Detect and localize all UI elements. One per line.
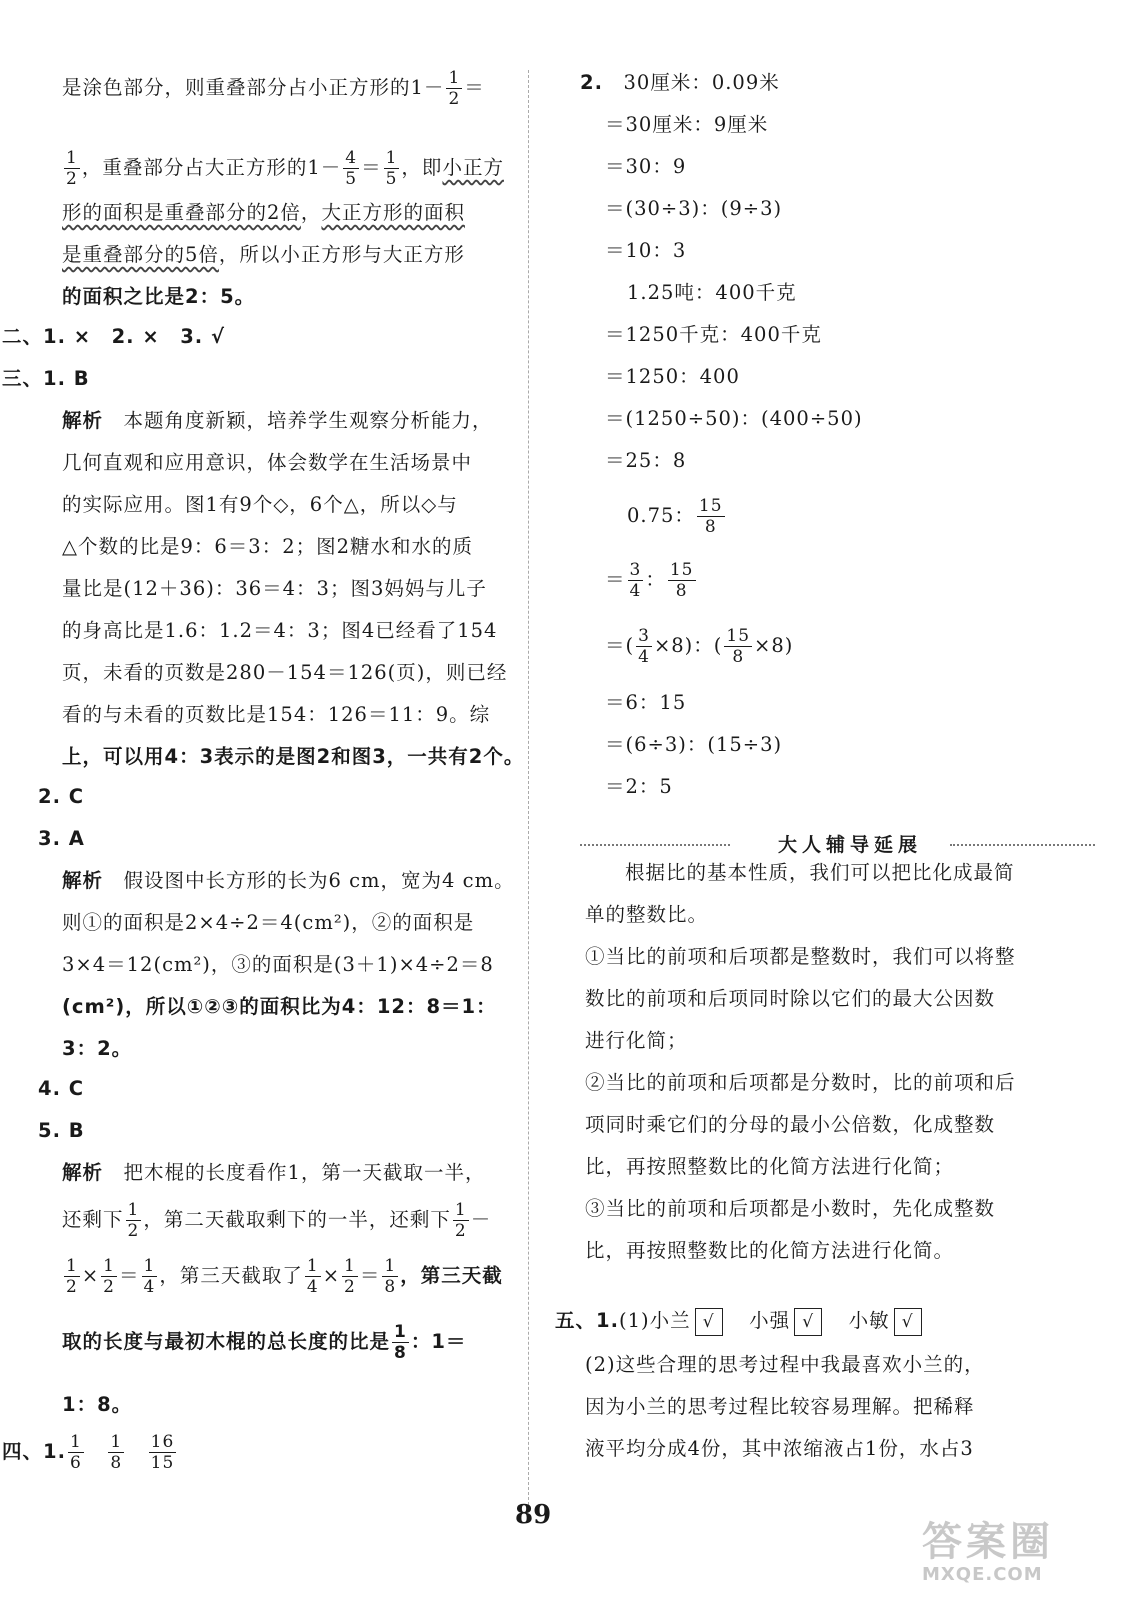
math-line: 1.25吨：400千克 [627, 281, 797, 304]
fraction: $\frac{1}{2}$ [66, 148, 78, 189]
text-line: 进行化简； [585, 1029, 688, 1052]
math-line: ＝6：15 [605, 691, 687, 714]
math-line: ＝2：5 [605, 775, 673, 798]
fraction: $\frac{4}{5}$ [345, 148, 358, 189]
math-line: 0.75： $\frac{15}{8}$ [627, 496, 723, 537]
dotted-rule [950, 844, 1095, 846]
text-line: 1：8。 [62, 1393, 133, 1416]
text-line: 比，再按照整数比的化简方法进行化简； [585, 1155, 955, 1178]
text-line: △个数的比是9：6＝3：2；图2糖水和水的质 [62, 535, 474, 558]
fraction: $\frac{1}{2}$ [344, 1256, 356, 1297]
text-line: 根据比的基本性质，我们可以把比化成最简 [625, 861, 1015, 884]
answer-line: 3. A [38, 827, 85, 850]
fraction: $\frac{1}{2}$ [454, 1200, 467, 1241]
fraction: $\frac{3}{4}$ [638, 626, 650, 667]
text-line: 则①的面积是2×4÷2＝4(cm²)，②的面积是 [62, 911, 475, 934]
math-line: ＝(30÷3)：(9÷3) [605, 197, 783, 220]
math-line: ＝(6÷3)：(15÷3) [605, 733, 783, 756]
text-line: 解析 假设图中长方形的长为6 cm，宽为4 cm。 [62, 869, 515, 892]
fraction: $\frac{16}{15}$ [150, 1432, 175, 1473]
text-line: 因为小兰的思考过程比较容易理解。把稀释 [585, 1395, 975, 1418]
fraction: $\frac{1}{6}$ [69, 1432, 82, 1473]
fraction: $\frac{1}{2}$ [127, 1200, 140, 1241]
answer-line: 五、1.(1)小兰 √ 小强 √ 小敏 √ [555, 1306, 928, 1336]
analysis-label: 解析 [62, 869, 104, 892]
math-line: ＝30厘米：9厘米 [605, 113, 769, 136]
math-line: ＝30：9 [605, 155, 687, 178]
math-line: ＝1250：400 [605, 365, 740, 388]
text-line: 看的与未看的页数比是154：126＝11：9。综 [62, 703, 491, 726]
fraction: $\frac{1}{2}$ [103, 1256, 115, 1297]
dotted-rule [580, 844, 730, 846]
text-line: 解析 本题角度新颖，培养学生观察分析能力， [62, 409, 493, 432]
answer-line: 5. B [38, 1119, 85, 1142]
fraction: $\frac{1}{8}$ [110, 1432, 123, 1473]
answer-line: 四、1. $\frac{1}{6}$ $\frac{1}{8}$ $\frac{16}{15}$ [2, 1432, 175, 1473]
answer-line: 三、1. B [2, 367, 90, 390]
text-line: 解析 把木棍的长度看作1，第一天截取一半， [62, 1161, 486, 1184]
text-line: 液平均分成4份，其中浓缩液占1份，水占3 [585, 1437, 974, 1460]
text-line: 项同时乘它们的分母的最小公倍数，化成整数 [585, 1113, 996, 1136]
fraction: $\frac{15}{8}$ [698, 496, 723, 537]
text-line: 是涂色部分，则重叠部分占小正方形的1－ $\frac{1}{2}$ ＝ [62, 68, 485, 109]
page-number: 89 [515, 1500, 552, 1530]
text-line: (cm²)，所以①②③的面积比为4：12：8＝1： [62, 995, 497, 1018]
math-line: ＝ $\frac{3}{4}$ ： $\frac{15}{8}$ [605, 560, 694, 601]
checkbox-checked: √ [695, 1308, 723, 1336]
text-line: 2. 30厘米：0.09米 [580, 71, 780, 94]
math-line: ＝(1250÷50)：(400÷50) [605, 407, 863, 430]
text-line: $\frac{1}{2}$ × $\frac{1}{2}$ ＝ $\frac{1}{4}$ ，第三天截取了 $\frac{1}{4}$ × $\frac{1}{2}$ ＝ $\frac{1}{8}$ ，第三天截 [66, 1256, 503, 1297]
analysis-label: 解析 [62, 1161, 104, 1184]
text-line: 页，未看的页数是280－154＝126(页)，则已经 [62, 661, 508, 684]
math-line: ＝( $\frac{3}{4}$ ×8)：( $\frac{15}{8}$ ×8) [605, 626, 794, 667]
text-line: 3×4＝12(cm²)，③的面积是(3＋1)×4÷2＝8 [62, 953, 494, 976]
fraction: $\frac{1}{4}$ [143, 1256, 156, 1297]
fraction: $\frac{15}{8}$ [726, 626, 751, 667]
checkbox-checked: √ [794, 1308, 822, 1336]
math-line: ＝10：3 [605, 239, 687, 262]
fraction: $\frac{1}{5}$ [385, 148, 398, 189]
analysis-label: 解析 [62, 409, 104, 432]
text-line: 的实际应用。图1有9个◇，6个△，所以◇与 [62, 493, 458, 516]
text-line: 单的整数比。 [585, 903, 709, 926]
text-line: ②当比的前项和后项都是分数时，比的前项和后 [585, 1071, 1016, 1094]
text-line: ①当比的前项和后项都是整数时，我们可以将整 [585, 945, 1016, 968]
math-line: ＝25：8 [605, 449, 687, 472]
fraction: $\frac{1}{2}$ [66, 1256, 78, 1297]
fraction: $\frac{1}{8}$ [384, 1256, 397, 1297]
answer-line: 二、1. × 2. × 3. √ [2, 325, 225, 348]
text-line: 形的面积是重叠部分的2倍，大正方形的面积 [62, 201, 465, 224]
section-header [580, 830, 1090, 860]
text-line: 几何直观和应用意识，体会数学在生活场景中 [62, 451, 473, 474]
text-line: 上，可以用4：3表示的是图2和图3，一共有2个。 [62, 745, 525, 768]
text-line: 量比是(12＋36)：36＝4：3；图3妈妈与儿子 [62, 577, 487, 600]
fraction: $\frac{1}{4}$ [306, 1256, 319, 1297]
text-line: (2)这些合理的思考过程中我最喜欢小兰的， [585, 1353, 985, 1376]
fraction: $\frac{1}{8}$ [394, 1322, 407, 1363]
text-line: ③当比的前项和后项都是小数时，先化成整数 [585, 1197, 996, 1220]
text-line: 的身高比是1.6：1.2＝4：3；图4已经看了154 [62, 619, 498, 642]
watermark-logo: 答案圈 MXQE.COM [922, 1519, 1054, 1585]
text-line: 的面积之比是2：5。 [62, 285, 256, 308]
column-divider [528, 70, 529, 1510]
answer-line: 4. C [38, 1077, 85, 1100]
answer-line: 2. C [38, 785, 85, 808]
checkbox-checked: √ [894, 1308, 922, 1336]
text-line: 取的长度与最初木棍的总长度的比是 $\frac{1}{8}$ ：1＝ [62, 1322, 467, 1363]
fraction: $\frac{3}{4}$ [629, 560, 642, 601]
text-line: 还剩下 $\frac{1}{2}$ ，第二天截取剩下的一半，还剩下 $\frac{1}{2}$ － [62, 1200, 492, 1241]
text-line: 比，再按照整数比的化简方法进行化简。 [585, 1239, 955, 1262]
section-title: 大人辅导延展 [777, 834, 922, 856]
text-line: 是重叠部分的5倍，所以小正方形与大正方形 [62, 243, 465, 266]
text-line: $\frac{1}{2}$ ，重叠部分占大正方形的1－ $\frac{4}{5}$ ＝ $\frac{1}{5}$ ，即小正方 [66, 148, 504, 189]
text-line: 3：2。 [62, 1037, 133, 1060]
fraction: $\frac{15}{8}$ [669, 560, 694, 601]
text-line: 数比的前项和后项同时除以它们的最大公因数 [585, 987, 996, 1010]
math-line: ＝1250千克：400千克 [605, 323, 822, 346]
fraction: $\frac{1}{2}$ [448, 68, 461, 109]
